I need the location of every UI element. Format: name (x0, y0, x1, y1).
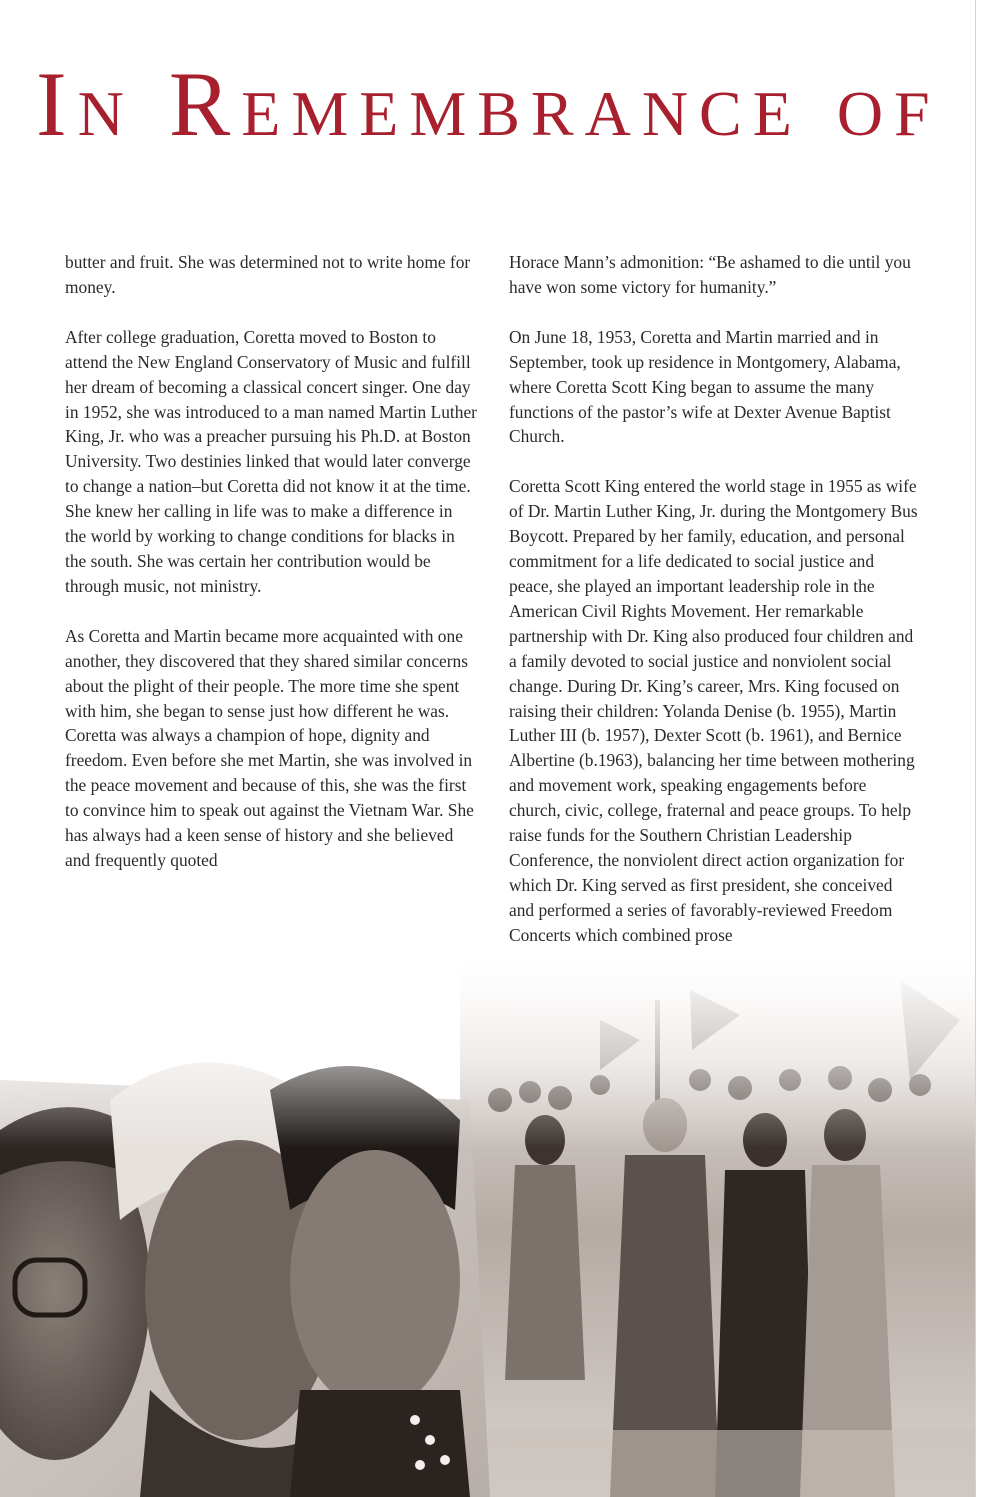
right-paragraph-1: Horace Mann’s admonition: “Be ashamed to die until you have won some victory for humanity.” (509, 252, 911, 297)
left-text-column (65, 250, 477, 898)
title-initial-r: R (168, 53, 242, 155)
page-title (36, 53, 966, 155)
left-paragraph-2: After college graduation, Coretta moved to Boston to attend the New England Conservatory of Music and fulfill her dream of becoming a classical concert singer. One day in 1952, she was introduced to a man named Martin Luther King, Jr. who was a preacher pursuing his Ph.D. at Boston University. Two destinies linked that would later converge to change a nation–but Coretta did not know it at the time. She knew her calling in life was to make a difference in the world by working to change conditions for blacks in the south. She was certain her contribution would be through music, not ministry. (65, 326, 477, 596)
photo-collage-graphic (0, 960, 975, 1497)
right-paragraph-3: Coretta Scott King entered the world stage in 1955 as wife of Dr. Martin Luther King, Jr. during the Montgomery Bus Boycott. Prepared by her family, education, and personal commitment for a life dedicated to social justice and peace, she played an important leadership role in the American Civil Rights Movement. Her remarkable partnership with Dr. King also produced four children and a family devoted to social justice and nonviolent social change. During Dr. King’s career, Mrs. King focused on raising their children: Yolanda Denise (b. 1955), Martin Luther III (b. 1957), Dexter Scott (b. 1961), and Bernice Albertine (b.1963), balancing her time between mothering and movement work, speaking engagements before church, civic, college, fraternal and peace groups. To help raise funds for the Southern Christian Leadership Conference, the nonviolent direct action organization for which Dr. King served as first president, she conceived and performed a series of favorably-reviewed Freedom Concerts which combined prose (509, 476, 918, 945)
right-text-column (509, 250, 921, 973)
title-word-in-rest: N (77, 78, 135, 149)
left-paragraph-1: butter and fruit. She was determined not to write home for money. (65, 252, 471, 297)
photo-collage (0, 960, 975, 1497)
title-word-of: OF (836, 78, 941, 149)
title-initial-i: I (36, 53, 78, 155)
page-edge-line (975, 0, 976, 1497)
left-paragraph-3: As Coretta and Martin became more acquainted with one another, they discovered that they shared similar concerns about the plight of their people. The more time she spent with him, she began to sense just how different he was. Coretta was always a champion of hope, dignity and freedom. Even before she met Martin, she was involved in the peace movement and because of this, she was the first to convince him to speak out against the Vietnam War. She has always had a keen sense of history and she believed and frequently quoted (65, 625, 474, 870)
title-word-remembrance-rest: EMEMBRANCE (241, 78, 803, 149)
right-paragraph-2: On June 18, 1953, Coretta and Martin married and in September, took up residence in Montgomery, Alabama, where Coretta Scott King began to assume the many functions of the pastor’s wife at Dexter Avenue Baptist Church. (509, 326, 901, 447)
